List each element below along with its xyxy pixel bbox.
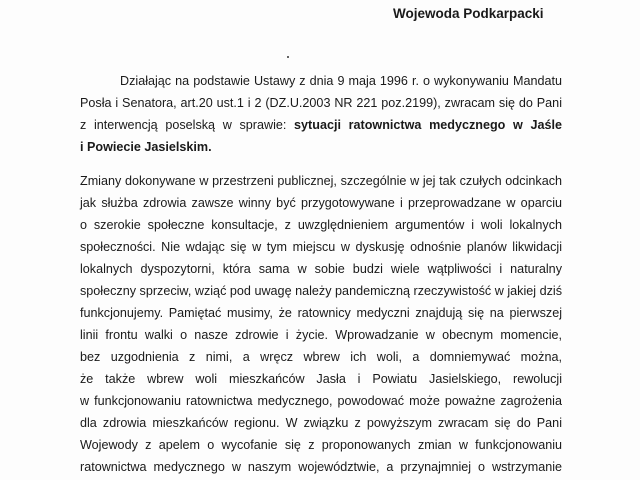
body-line: lokalnych dyspozytorni, która sama w sobie budzi wiele wątpliwości i naturalny <box>80 262 562 276</box>
body-line: Wojewody z apelem o wycofanie się z proponowanych zmian w funkcjonowaniu <box>80 438 562 452</box>
intro-subject-bold: sytuacji ratownictwa medycznego w Jaśle <box>294 118 562 132</box>
intro-line-4: i Powiecie Jasielskim. <box>80 140 212 154</box>
body-line: linii frontu walki o nasze zdrowie i życie. Wprowadzanie w obecnym momencie, <box>80 328 562 342</box>
body-line: funkcjonujemy. Pamiętać musimy, że ratownicy medyczni znajdują się na pierwszej <box>80 306 562 320</box>
body-line: społeczności. Nie wdając się w tym miejscu w dyskusję odnośnie planów likwidacji <box>80 240 562 254</box>
body-line: w funkcjonowaniu ratownictwa medycznego, powodować może poważne zagrożenia <box>80 394 562 408</box>
body-line: ratownictwa medycznego w naszym województwie, a przynajmniej o wstrzymanie <box>80 460 562 474</box>
body-line: że także wbrew woli mieszkańców Jasła i Powiatu Jasielskiego, rewolucji <box>80 372 562 386</box>
stray-mark <box>287 56 289 58</box>
intro-line-1: Działając na podstawie Ustawy z dnia 9 maja 1996 r. o wykonywaniu Mandatu <box>120 74 562 88</box>
body-line: dla zdrowia mieszkańców regionu. W związku z powyższym zwracam się do Pani <box>80 416 562 430</box>
body-line: bez uzgodnienia z nimi, a wręcz wbrew ich woli, a domniemywać można, <box>80 350 562 364</box>
intro-line-3 <box>80 114 562 136</box>
body-line: społeczny sprzeciw, wziąć pod uwagę należy pandemiczną rzeczywistość w jakiej dziś <box>80 284 562 298</box>
recipient-heading: Wojewoda Podkarpacki <box>393 6 544 21</box>
body-line: o szerokie społeczne konsultacje, z uwzględnieniem argumentów i woli lokalnych <box>80 218 562 232</box>
intro-paragraph <box>80 70 562 158</box>
body-paragraph <box>80 170 562 478</box>
body-line: Zmiany dokonywane w przestrzeni publicznej, szczególnie w jej tak czułych odcinkach <box>80 174 562 188</box>
intro-line-2: Posła i Senatora, art.20 ust.1 i 2 (DZ.U.2003 NR 221 poz.2199), zwracam się do Pani <box>80 96 562 110</box>
body-line: jak służba zdrowia zawsze winny być przygotowywane i przeprowadzane w oparciu <box>80 196 562 210</box>
intro-line-3-text: z interwencją poselską w sprawie: <box>80 118 295 132</box>
